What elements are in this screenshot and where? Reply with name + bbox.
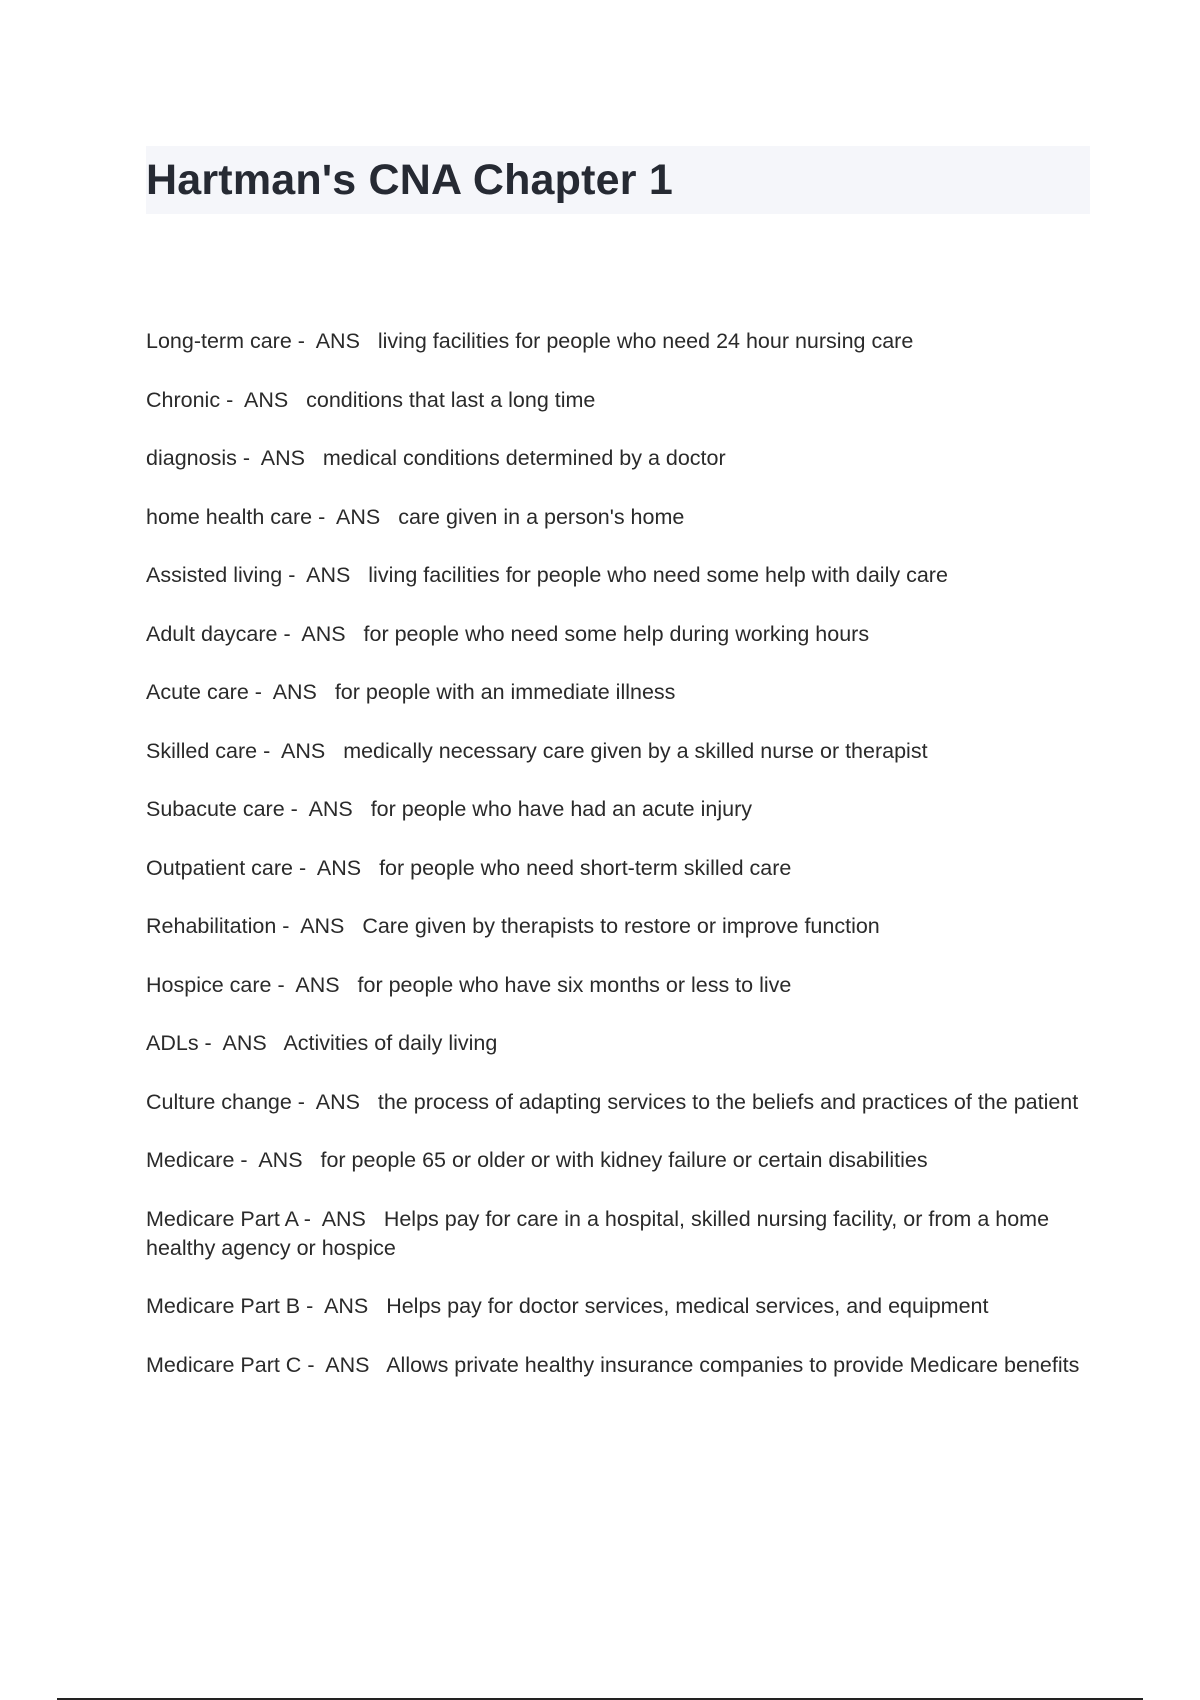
term-label: home health care — [146, 504, 313, 529]
term-label: Medicare Part B — [146, 1294, 301, 1318]
separator: - — [276, 914, 301, 938]
term-entry — [146, 561, 1090, 590]
answer-marker: ANS — [295, 972, 340, 997]
term-entry — [146, 854, 1090, 883]
separator: - — [234, 1148, 259, 1172]
term-list — [146, 327, 1090, 1409]
term-definition: the process of adapting services to the beliefs and practices of the patient — [377, 1089, 1079, 1114]
separator — [368, 1294, 386, 1318]
separator: - — [293, 855, 317, 880]
term-label: Subacute care — [146, 797, 285, 821]
separator: - — [271, 972, 296, 997]
term-label: Culture change — [146, 1089, 292, 1114]
answer-marker: ANS — [260, 446, 305, 470]
term-definition: for people who need some help during working hours — [363, 621, 870, 646]
separator: - — [284, 797, 309, 821]
answer-marker: ANS — [301, 621, 346, 646]
answer-marker: ANS — [258, 1148, 303, 1172]
title-banner — [146, 146, 1090, 214]
term-entry — [146, 1088, 1090, 1117]
separator — [346, 622, 364, 646]
separator: - — [282, 563, 307, 587]
term-entry — [146, 678, 1090, 707]
term-definition: for people 65 or older or with kidney failure or certain disabilities — [320, 1148, 928, 1172]
term-label: Hospice care — [146, 972, 272, 997]
separator — [288, 388, 306, 412]
term-label: ADLs — [146, 1031, 199, 1055]
term-label: Medicare Part C — [146, 1352, 302, 1377]
separator: - — [220, 387, 244, 412]
term-label: Adult daycare — [146, 621, 278, 646]
separator — [344, 914, 362, 938]
term-label: Chronic — [146, 387, 221, 412]
separator — [366, 1207, 384, 1231]
term-definition: for people who have had an acute injury — [370, 797, 752, 821]
term-entry — [146, 737, 1090, 766]
separator — [267, 1031, 284, 1055]
term-label: Long-term care — [146, 329, 292, 353]
term-entry — [146, 1029, 1090, 1058]
term-label: Medicare Part A — [146, 1206, 298, 1231]
term-definition: care given in a person's home — [398, 504, 685, 529]
separator: - — [291, 1089, 316, 1114]
term-entry — [146, 971, 1090, 1000]
term-entry — [146, 503, 1090, 532]
term-definition: medically necessary care given by a skilled nurse or therapist — [343, 738, 928, 763]
separator: - — [291, 329, 316, 353]
term-entry — [146, 386, 1090, 415]
separator — [360, 1090, 378, 1114]
term-definition: Helps pay for care in a hospital, skilled nursing facility, or from a home healthy agency or hospice — [146, 1206, 1050, 1260]
term-definition: living facilities for people who need 24 hour nursing care — [377, 329, 914, 353]
separator — [361, 856, 379, 880]
separator: - — [248, 680, 273, 704]
separator — [340, 973, 358, 997]
separator: - — [300, 1294, 325, 1318]
term-label: Rehabilitation — [146, 914, 277, 938]
answer-marker: ANS — [316, 855, 362, 880]
answer-marker: ANS — [336, 504, 381, 529]
term-definition: medical conditions determined by a doctor — [322, 446, 726, 470]
term-entry — [146, 1205, 1090, 1263]
term-definition: Care given by therapists to restore or improve function — [362, 914, 880, 938]
term-label: Skilled care — [146, 738, 258, 763]
term-definition: for people who need short-term skilled care — [379, 855, 792, 880]
term-entry — [146, 444, 1090, 473]
separator: - — [301, 1352, 326, 1377]
answer-marker: ANS — [222, 1031, 267, 1055]
term-definition: for people who have six months or less to live — [357, 972, 792, 997]
separator — [317, 680, 335, 704]
term-entry — [146, 1292, 1090, 1321]
term-definition: Helps pay for doctor services, medical services, and equipment — [386, 1294, 989, 1318]
separator — [380, 505, 398, 529]
answer-marker: ANS — [244, 387, 289, 412]
term-definition: for people with an immediate illness — [334, 680, 676, 704]
separator — [305, 446, 323, 470]
separator — [303, 1148, 321, 1172]
answer-marker: ANS — [324, 1294, 369, 1318]
term-label: Medicare — [146, 1148, 235, 1172]
separator — [360, 329, 378, 353]
separator — [369, 1353, 386, 1377]
term-definition: living facilities for people who need some help with daily care — [368, 563, 948, 587]
separator: - — [257, 738, 282, 763]
term-definition: Allows private healthy insurance companies to provide Medicare benefits — [386, 1352, 1080, 1377]
term-definition: Activities of daily living — [283, 1031, 498, 1055]
answer-marker: ANS — [306, 563, 351, 587]
term-label: Assisted living — [146, 563, 283, 587]
term-entry — [146, 795, 1090, 824]
answer-marker: ANS — [315, 329, 360, 353]
answer-marker: ANS — [308, 797, 353, 821]
page-title: Hartman's CNA Chapter 1 — [146, 156, 673, 204]
separator: - — [198, 1031, 223, 1055]
answer-marker: ANS — [281, 738, 326, 763]
term-label: Acute care — [146, 680, 249, 704]
separator: - — [277, 621, 302, 646]
separator — [350, 563, 368, 587]
term-entry — [146, 327, 1090, 356]
separator — [353, 797, 371, 821]
term-entry — [146, 620, 1090, 649]
term-label: diagnosis — [146, 446, 237, 470]
separator: - — [236, 446, 261, 470]
separator — [325, 739, 343, 763]
separator: - — [312, 504, 337, 529]
term-definition: conditions that last a long time — [306, 387, 596, 412]
answer-marker: ANS — [300, 914, 345, 938]
answer-marker: ANS — [321, 1206, 366, 1231]
answer-marker: ANS — [272, 680, 317, 704]
term-entry — [146, 912, 1090, 941]
answer-marker: ANS — [325, 1352, 370, 1377]
answer-marker: ANS — [315, 1089, 360, 1114]
term-entry — [146, 1351, 1090, 1380]
term-entry — [146, 1146, 1090, 1175]
separator: - — [297, 1206, 322, 1231]
term-label: Outpatient care — [146, 855, 294, 880]
